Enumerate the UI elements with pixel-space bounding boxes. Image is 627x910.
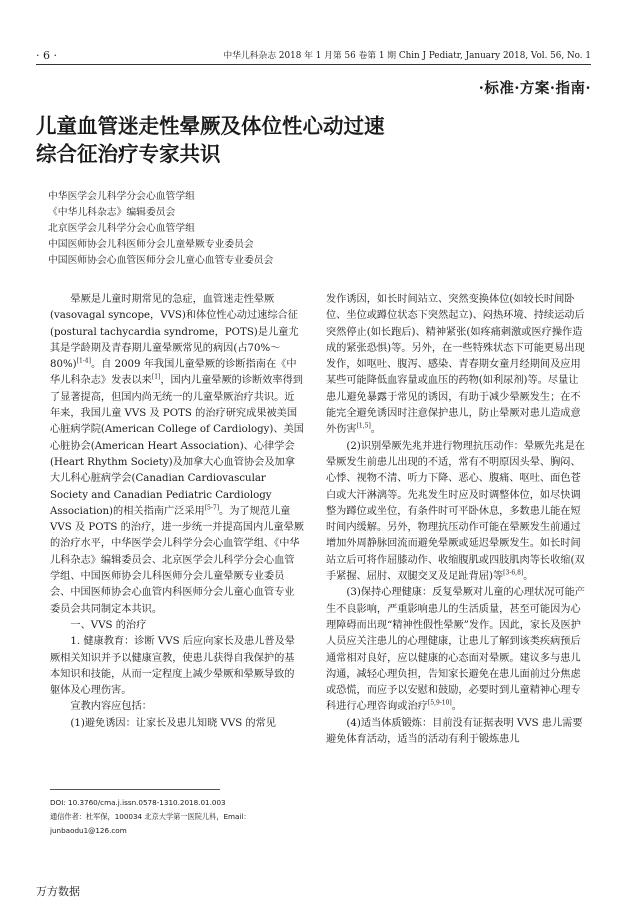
section-label: ·标准·方案·指南· [478,80,591,97]
triggers-paragraph [326,292,588,439]
mental-health-paragraph [326,585,588,715]
author-group: 中国医师协会儿科医师分会儿童晕厥专业委员会 [48,239,254,250]
punctuation: 。 [370,424,381,436]
intro-text: ，国内儿童晕厥的诊断效率得到了显著提高，但国内尚无统一的儿童晕厥治疗共识。近年来，我国儿童 VVS 及 POTS 的治疗研究成果被美国心脏病学院(American College of Cardiology)、美国心脏协会(American Heart Association)、心律学会(Heart Rhythm Society)及加拿大心血管协会及加拿大儿科心脏病学会(Canadian Cardiovascular Society and Canadian Pediatric Cardiology Association)的相关指南广泛采用 [50,375,304,517]
punctuation: 。 [451,701,462,713]
watermark-text: 万方数据 [36,885,80,898]
doi-line: DOI: 10.3760/cma.j.issn.0578-1310.2018.01.003 [50,798,226,807]
article-title [36,112,385,168]
header-rule [36,64,591,65]
intro-text: 晕厥是儿童时期常见的急症，血管迷走性晕厥(vasovagal syncope，VVS)和体位性心动过速综合征(postural tachycardia syndrome，POTS)是儿童尤其是学龄期及青春期儿童晕厥常见的病因(占70%～80%) [50,294,299,371]
body-column-right [326,292,588,748]
citation: [1-4] [76,357,91,365]
title-line-2: 综合征治疗专家共识 [36,142,221,166]
exercise-paragraph: (4)适当体质锻炼：目前没有证据表明 VVS 患儿需要避免体育活动，适当的活动有利于锻炼患儿 [326,717,583,746]
email-line: junbaodu1@126.com [50,826,127,835]
paragraph-text: 发作诱因，如长时间站立、突然变换体位(如较长时间卧位、坐位或蹲位状态下突然起立)、闷热环境、持续运动后突然停止(如长跑后)、精神紧张(如疼痛刺激或医疗操作造成的紧张恐惧)等。另外，在一些特殊状态下可能更易出现发作，如呕吐、腹泻、感染、青春期女童月经期间及应用某些可能降低血容量或血压的药物(如利尿剂)等。尽量让患儿避免暴露于常见的诱因，有助于减少晕厥发生；在不能完全避免诱因时注意保护患儿，防止晕厥对患儿造成意外伤害 [326,294,585,436]
author-group: 北京医学会儿科学分会心血管学组 [48,223,195,234]
intro-text: 。自 2009 年我国儿童晕厥的诊断指南在《中华儿科杂志》发表以来 [50,359,297,387]
citation: [1] [151,374,161,382]
footnote-rule [50,789,220,790]
avoid-triggers-paragraph: (1)避免诱因：让家长及患儿知晓 VVS 的常见 [70,717,276,729]
running-header: 中华儿科杂志 2018 年 1 月第 56 卷第 1 期 Chin J Pediatr, January 2018, Vol. 56, No. 1 [223,51,591,61]
footnote [50,796,310,838]
paragraph-text: (2)识别晕厥先兆并进行物理抗压动作：晕厥先兆是在晕厥发生前患儿出现的不适，常有不明原因头晕、胸闷、心悸、视物不清、听力下降、恶心、腹痛、呕吐、面色苍白或大汗淋漓等。先兆发生时应及时调整体位，如尽快调整为蹲位或坐位，有条件时可平卧休息，多数患儿能在短时间内缓解。另外，物理抗压动作可能在晕厥发生前通过增加外周静脉回流而避免晕厥或延迟晕厥发生。如长时间站立后可将作屈膝动作、收缩腹肌或四肢肌肉等长收缩(双手紧握、屈肘、双腿交叉及足趾背屈)等 [326,440,585,583]
citation: [5,9-10] [427,700,452,708]
education-content-paragraph: 宣教内容应包括： [70,701,152,713]
punctuation: 。 [523,571,534,583]
intro-text: 。为了规范儿童 VVS 及 POTS 的治疗，进一步统一并提高国内儿童晕厥的治疗水平，中华医学会儿科学分会心血管学组、《中华儿科杂志》编辑委员会、北京医学会儿科学分会心血管学组、中国医师协会儿科医师分会儿童晕厥专业委员会、中国医师协会心血管内科医师分会儿童心血管专业委员会共同制定本共识。 [50,505,304,615]
author-list [48,189,273,269]
author-group: 《中华儿科杂志》编辑委员会 [48,207,176,218]
body-column-left [50,292,304,732]
health-education-paragraph: 1. 健康教育：诊断 VVS 后应向家长及患儿普及晕厥相关知识并予以健康宣教，使患儿获得自我保护的基本知识和技能，从而一定程度上减少晕厥和晕厥导致的躯体及心理伤害。 [50,636,295,697]
corresponding-author-line: 通信作者：杜军保，100034 北京大学第一医院儿科，Email： [50,812,251,821]
prodrome-paragraph [326,439,588,586]
citation: [5-7] [204,504,220,512]
intro-paragraph [50,292,304,618]
citation: [1,5] [356,422,371,430]
paragraph-text: (3)保持心理健康：反复晕厥对儿童的心理状况可能产生不良影响，严重影响患儿的生活质量，甚至可能因为心理障碍而出现“精神性假性晕厥”发作。因此，家长及医护人员应关注患儿的心理健康，让患儿了解到该类疾病预后通常相对良好，应以健康的心态面对晕厥。建议多与患儿沟通，减轻心理负担，告知家长避免在患儿面前过分焦虑或恐慌，而应予以安慰和鼓励，必要时到儿童精神心理专科进行心理咨询或治疗 [326,587,585,713]
section-heading: 一、VVS 的治疗 [70,619,147,631]
page-number: · 6 · [36,49,57,62]
title-line-1: 儿童血管迷走性晕厥及体位性心动过速 [36,114,385,138]
citation: [3-6,8] [503,569,524,577]
author-group: 中国医师协会心血管医师分会儿童心血管专业委员会 [48,255,274,266]
author-group: 中华医学会儿科学分会心血管学组 [48,191,195,202]
